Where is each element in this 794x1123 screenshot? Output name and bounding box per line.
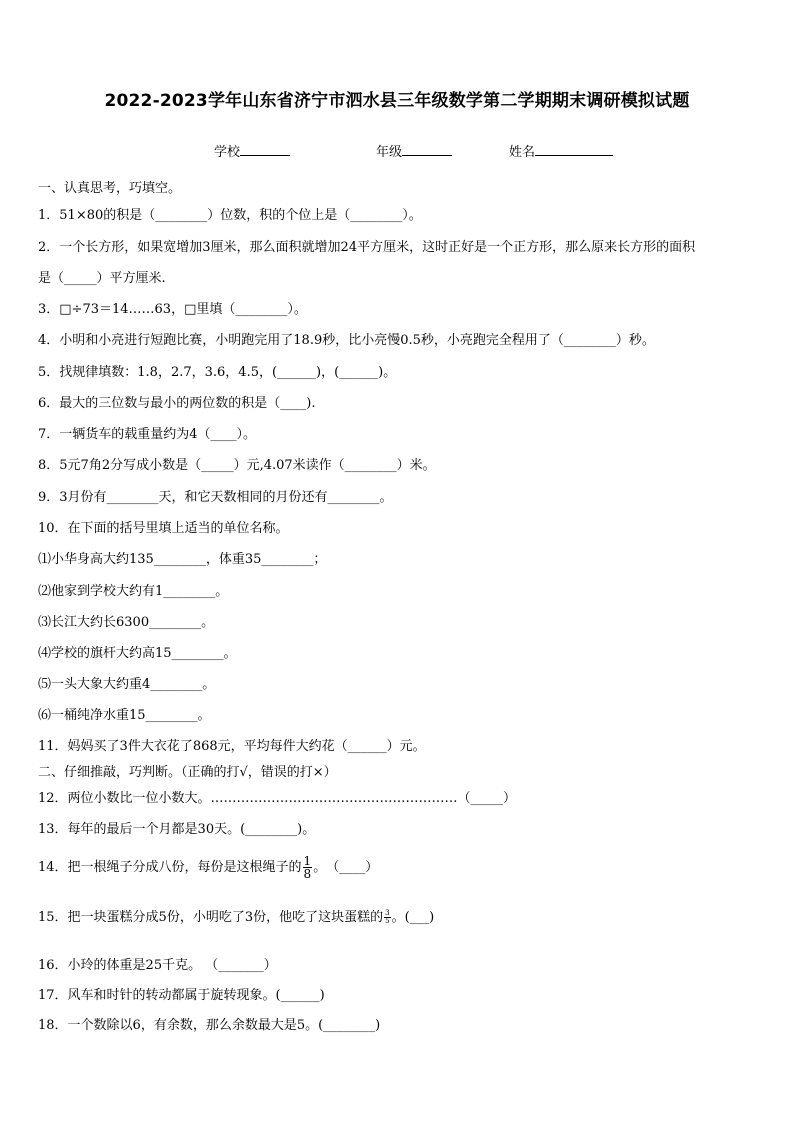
fraction-denominator: 5 bbox=[385, 917, 390, 925]
fraction-three-fifths bbox=[384, 910, 390, 925]
question-12: 12．两位小数比一位小数大。…………………………………………………（_____） bbox=[38, 791, 517, 806]
grade-blank bbox=[402, 142, 452, 156]
question-10-part-3: ⑶长江大约长6300________。 bbox=[38, 615, 215, 630]
question-15 bbox=[38, 906, 768, 930]
question-2-line-2: 是（_____）平方厘米. bbox=[38, 271, 166, 286]
question-5: 5．找规律填数：1.8，2.7，3.6，4.5，(______)，(______)。 bbox=[38, 365, 397, 380]
fraction-numerator: 1 bbox=[303, 854, 312, 868]
question-11: 11．妈妈买了3件大衣花了868元，平均每件大约花（______）元。 bbox=[38, 739, 426, 754]
page-title: 2022-2023学年山东省济宁市泗水县三年级数学第二学期期末调研模拟试题 bbox=[104, 91, 690, 111]
grade-field bbox=[376, 141, 452, 160]
question-10-part-4: ⑷学校的旗杆大约高15________。 bbox=[38, 646, 237, 661]
grade-label: 年级 bbox=[376, 145, 403, 160]
fraction-denominator: 8 bbox=[303, 867, 312, 881]
question-10-part-2: ⑵他家到学校大约有1________。 bbox=[38, 584, 229, 599]
question-6: 6．最大的三位数与最小的两位数的积是（____). bbox=[38, 396, 316, 411]
section-heading-2: 二、仔细推敲，巧判断。（正确的打√，错误的打×） bbox=[38, 765, 337, 780]
question-2-line-1: 2．一个长方形，如果宽增加3厘米，那么面积就增加24平方厘米，这时正好是一个正方形，那么原来长方形的面积 bbox=[38, 240, 696, 255]
question-14 bbox=[38, 853, 768, 883]
question-14-text: 14．把一根绳子分成八份，每份是这根绳子的 bbox=[38, 860, 302, 875]
name-blank bbox=[535, 142, 613, 156]
section-heading-1: 一、认真思考，巧填空。 bbox=[38, 181, 182, 196]
question-3: 3．□÷73＝14……63，□里填（________）。 bbox=[38, 302, 307, 317]
question-17: 17．风车和时针的转动都属于旋转现象。(______) bbox=[38, 988, 325, 1003]
question-16: 16．小玲的体重是25千克。 （_______） bbox=[38, 958, 277, 973]
question-10-part-6: ⑹一桶纯净水重15________。 bbox=[38, 708, 211, 723]
question-10-part-1: ⑴小华身高大约135________，体重35________； bbox=[38, 552, 327, 567]
school-field bbox=[214, 141, 290, 160]
question-14-tail: 。 （____） bbox=[313, 860, 379, 875]
question-8: 8．5元7角2分写成小数是（_____）元,4.07米读作（________）米。 bbox=[38, 458, 436, 473]
question-1: 1．51×80的积是（________）位数，积的个位上是（________）。 bbox=[38, 208, 422, 223]
question-7: 7．一辆货车的载重量约为4（____）。 bbox=[38, 427, 257, 442]
question-9: 9．3月份有________天，和它天数相同的月份还有________。 bbox=[38, 490, 393, 505]
question-18: 18．一个数除以6，有余数，那么余数最大是5。(________) bbox=[38, 1018, 381, 1033]
school-label: 学校 bbox=[214, 145, 241, 160]
question-4: 4．小明和小亮进行短跑比赛，小明跑完用了18.9秒，比小亮慢0.5秒，小亮跑完全程用了（________）秒。 bbox=[38, 333, 655, 348]
question-15-tail: 。(___) bbox=[391, 910, 435, 925]
name-field bbox=[509, 141, 613, 160]
question-13: 13．每年的最后一个月都是30天。(________)。 bbox=[38, 822, 316, 837]
fraction-numerator: 3 bbox=[385, 909, 390, 917]
question-15-text: 15．把一块蛋糕分成5份，小明吃了3份，他吃了这块蛋糕的 bbox=[38, 910, 384, 925]
question-10: 10．在下面的括号里填上适当的单位名称。 bbox=[38, 521, 289, 536]
fraction-one-eighth bbox=[303, 855, 313, 880]
school-blank bbox=[240, 142, 290, 156]
question-10-part-5: ⑸一头大象大约重4________。 bbox=[38, 677, 216, 692]
name-label: 姓名 bbox=[509, 145, 536, 160]
